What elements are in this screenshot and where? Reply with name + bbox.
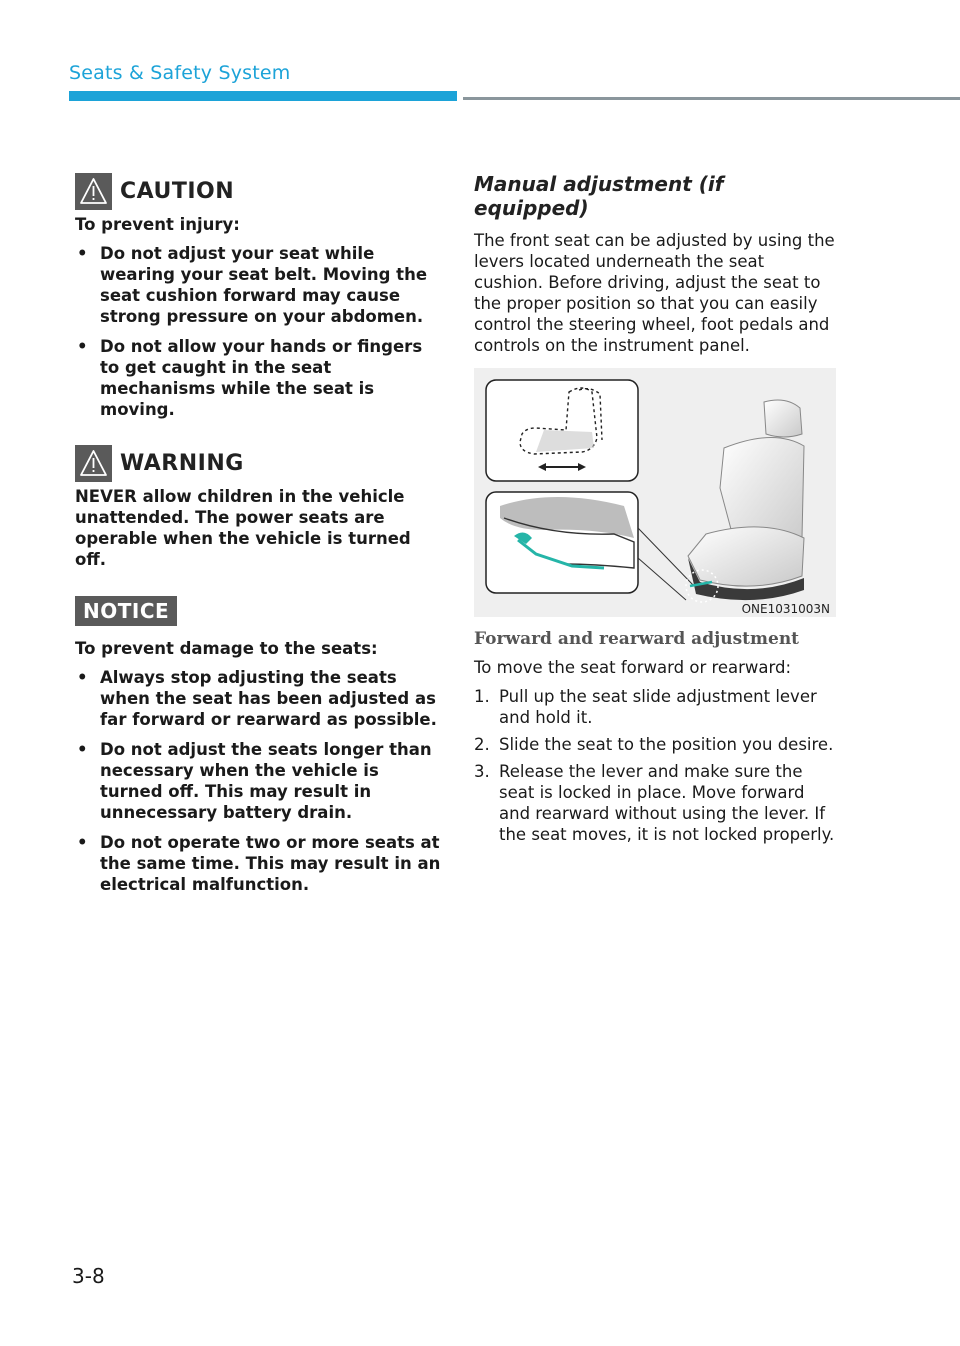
warning-triangle-icon	[75, 173, 112, 210]
figure-caption: Forward and rearward adjustment	[474, 629, 800, 649]
bullet-icon: •	[77, 740, 88, 759]
seat-illustration	[474, 368, 836, 617]
steps-list	[474, 686, 836, 845]
caution-list	[75, 243, 445, 420]
seat-adjustment-figure	[474, 368, 836, 617]
notice-block	[75, 596, 445, 895]
manual-adjustment-text: The front seat can be adjusted by using the levers located underneath the seat cushion. Before driving, adjust the seat to the proper position so that you can easily control the steering wheel, foot pedals and controls on the instrument panel.	[474, 231, 835, 355]
list-item: • Do not allow your hands or fingers to get caught in the seat mechanisms while the seat is moving.	[77, 337, 423, 419]
bullet-icon: •	[77, 244, 88, 263]
list-item: • Always stop adjusting the seats when the seat has been adjusted as far forward or rearward as possible.	[77, 668, 437, 729]
warning-triangle-icon	[75, 445, 112, 482]
step-number: 2.	[474, 735, 490, 754]
caution-intro: To prevent injury:	[75, 215, 240, 234]
list-item: 2. Slide the seat to the position you desire.	[474, 735, 834, 754]
bullet-icon: •	[77, 833, 88, 852]
list-item: • Do not adjust the seats longer than necessary when the vehicle is turned off. This may result in unnecessary battery drain.	[77, 740, 432, 822]
notice-intro: To prevent damage to the seats:	[75, 639, 378, 658]
caution-title: CAUTION	[120, 178, 235, 204]
header-accent-bar	[69, 91, 457, 101]
list-item: 3. Release the lever and make sure the seat is locked in place. Move forward and rearward without using the lever. If the seat moves, it is not locked properly.	[474, 762, 835, 844]
caution-header	[75, 172, 445, 210]
notice-badge: NOTICE	[75, 596, 177, 626]
warning-text: NEVER allow children in the vehicle unattended. The power seats are operable when the vehicle is turned off.	[75, 487, 411, 569]
list-item: • Do not operate two or more seats at the same time. This may result in an electrical malfunction.	[77, 833, 441, 894]
bullet-icon: •	[77, 337, 88, 356]
left-column	[75, 172, 445, 904]
manual-adjustment-title: Manual adjustment (if equipped)	[474, 172, 724, 220]
right-column	[474, 172, 836, 851]
header-divider	[463, 97, 960, 100]
warning-header	[75, 444, 445, 482]
warning-title: WARNING	[120, 450, 244, 476]
step-number: 1.	[474, 687, 490, 706]
warning-block	[75, 444, 445, 570]
page-number: 3-8	[72, 1264, 105, 1288]
list-item: 1. Pull up the seat slide adjustment lever and hold it.	[474, 687, 817, 727]
bullet-icon: •	[77, 668, 88, 687]
notice-list	[75, 667, 445, 895]
steps-intro: To move the seat forward or rearward:	[474, 658, 792, 677]
list-item: • Do not adjust your seat while wearing your seat belt. Moving the seat cushion forward may cause strong pressure on your abdomen.	[77, 244, 428, 326]
figure-code: ONE1031003N	[741, 602, 830, 616]
step-number: 3.	[474, 762, 490, 781]
caution-block	[75, 172, 445, 420]
section-title: Seats & Safety System	[69, 62, 291, 84]
